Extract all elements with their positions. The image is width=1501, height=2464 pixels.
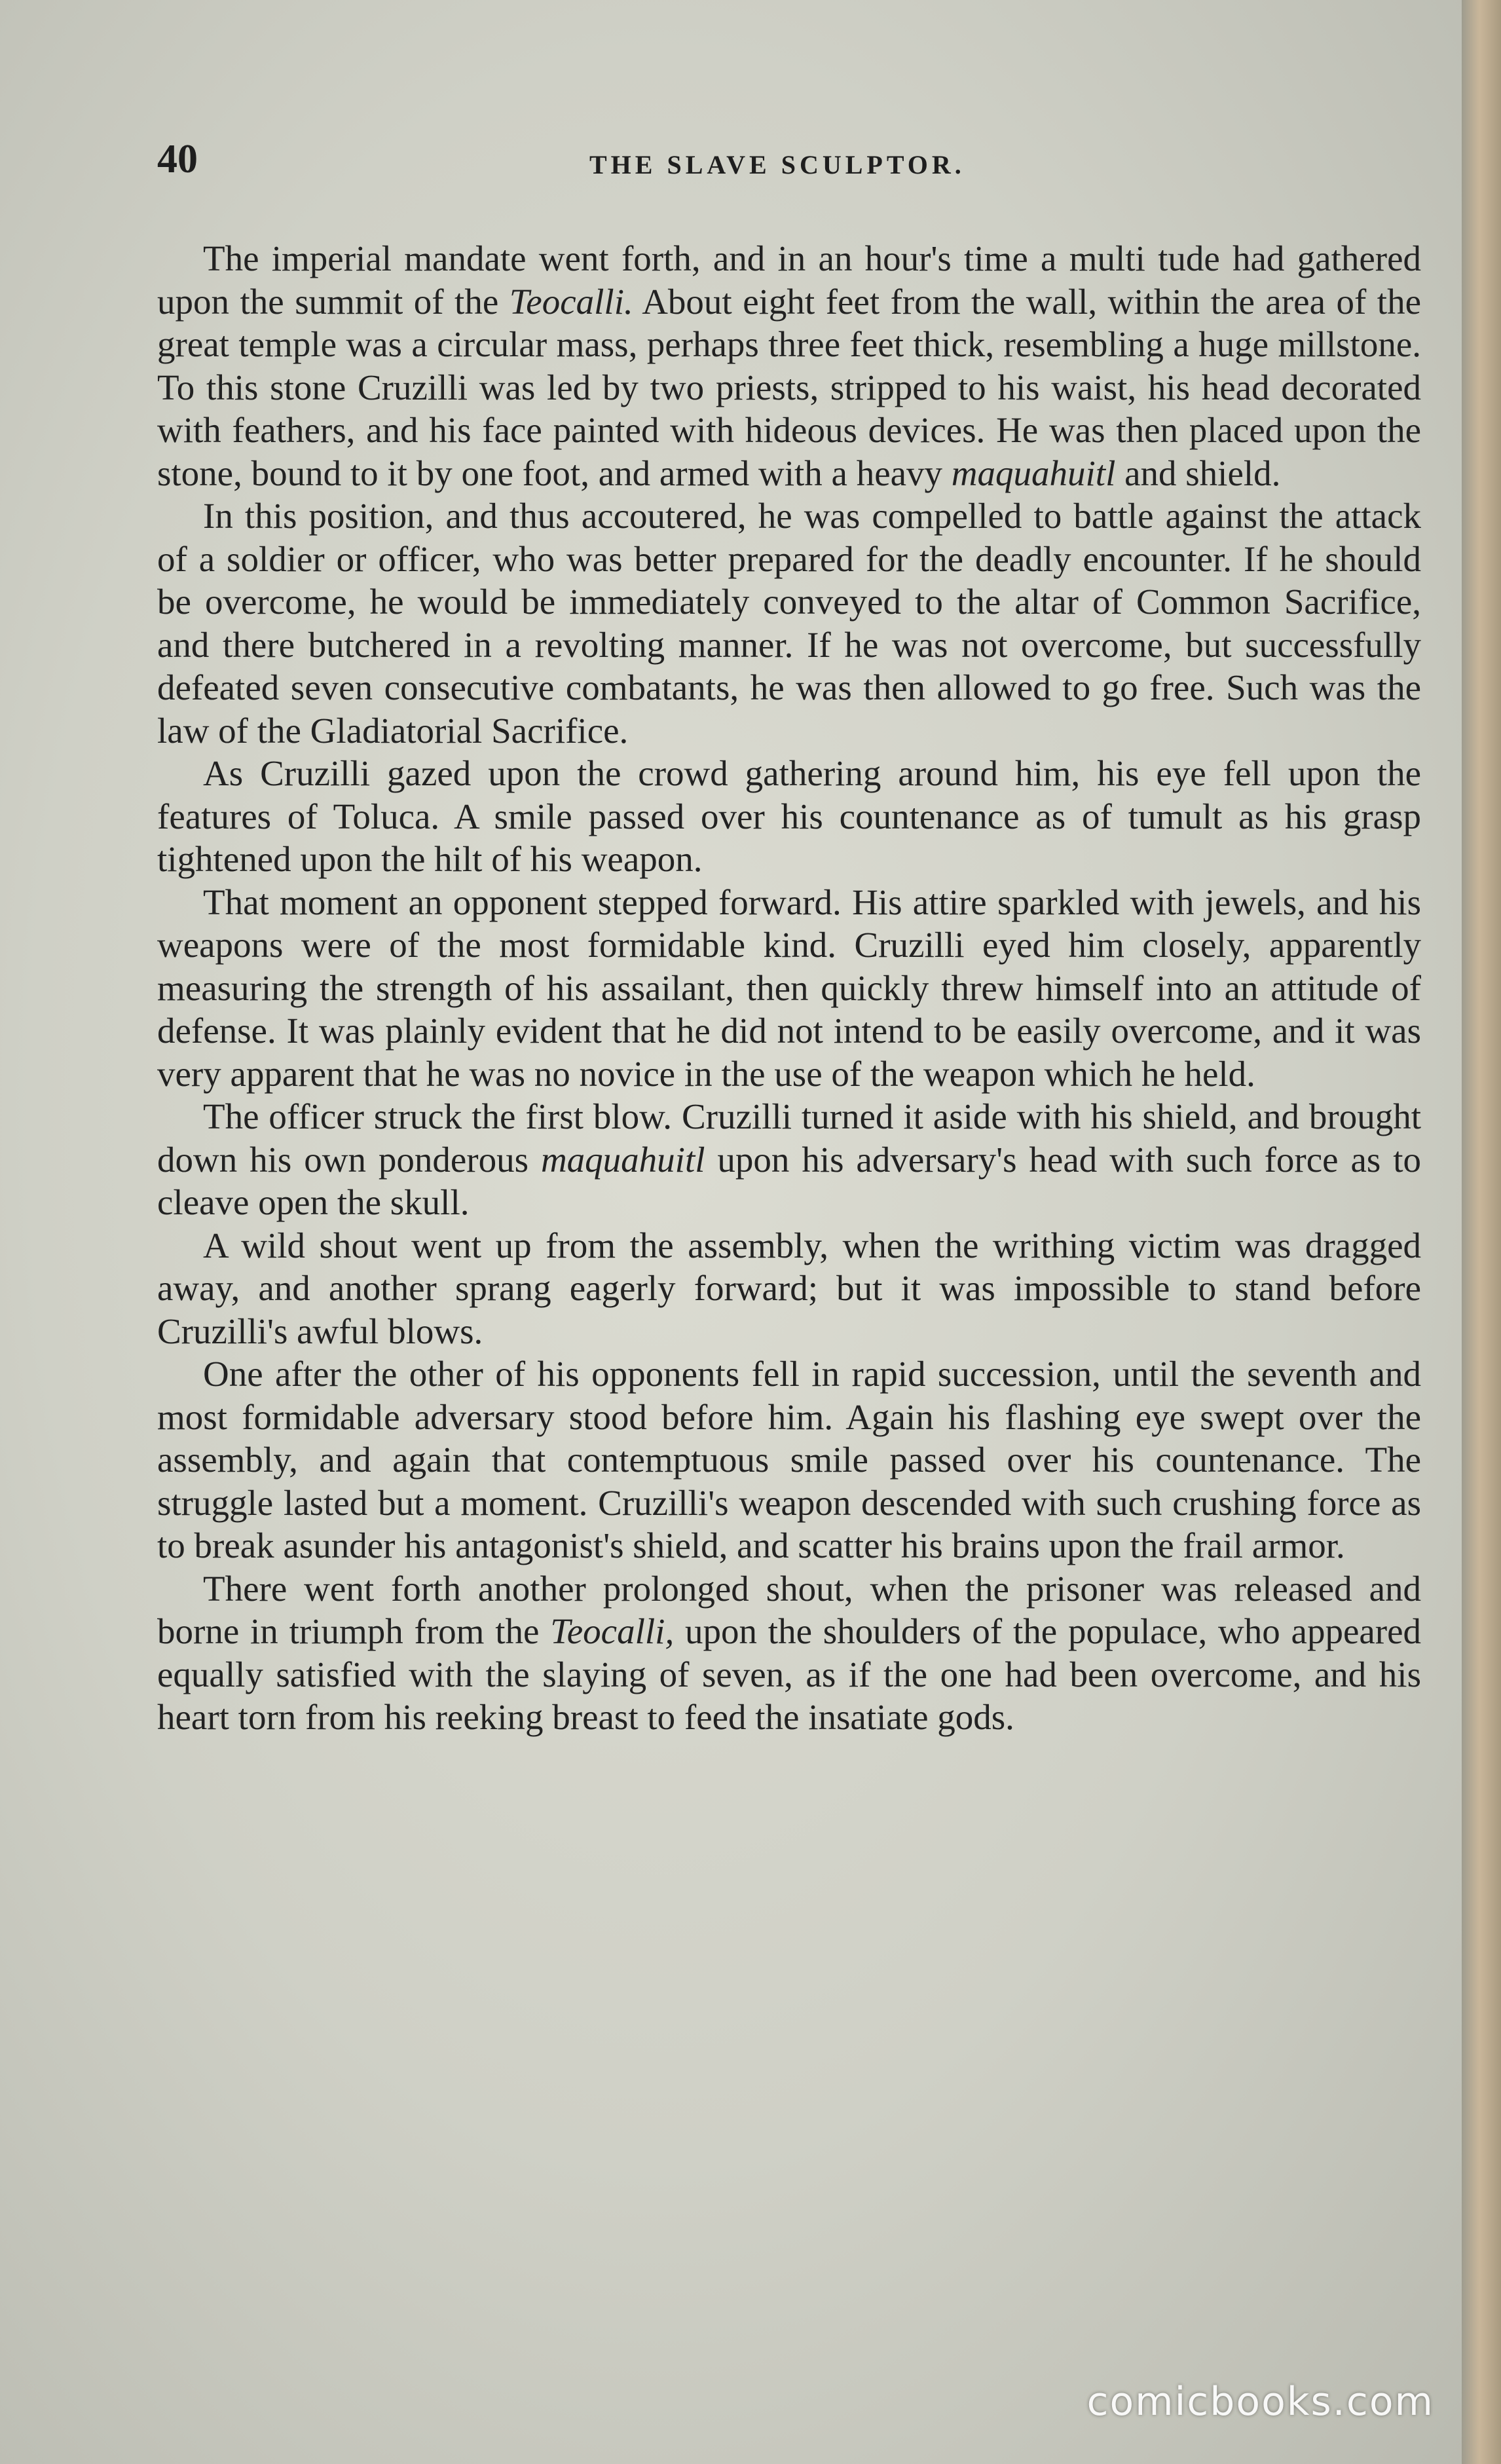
watermark: comicbooks.com: [1086, 2379, 1434, 2425]
text-run: upon his adversary's head with such force as to cleave open the skull.: [157, 1139, 1421, 1222]
book-gutter: [1462, 0, 1501, 2464]
text-run: There went forth another prolonged shout, when the prisoner was released and borne in triumph from the: [157, 1568, 1421, 1651]
body-text: [157, 237, 1421, 1739]
text-run: One after the other of his opponents fell in rapid succession, until the seventh and most formidable adversary stood before him. Again his flashing eye swept over the assembly, and again that contemptuous smile passed over his countenance. The struggle lasted but a moment. Cruzilli's weapon descended with such crushing force as to break asunder his antagonist's shield, and scatter his brains upon the frail armor.: [157, 1354, 1421, 1565]
paragraph: [157, 1095, 1421, 1224]
text-run: and shield.: [1115, 453, 1281, 493]
paragraph: [157, 752, 1421, 881]
italic-term: maquahuitl: [951, 453, 1116, 493]
text-run: A wild shout went up from the assembly, when the writhing victim was dragged away, and another sprang eagerly forward; but it was impossible to stand before Cruzilli's awful blows.: [157, 1225, 1421, 1351]
text-run: The officer struck the first blow. Cruzilli turned it aside with his shield, and brought down his own ponderous: [157, 1096, 1421, 1180]
text-run: The imperial mandate went forth, and in an hour's time a multi tude had gathered upon the summit of the: [157, 238, 1421, 322]
paragraph: [157, 881, 1421, 1096]
italic-term: Teocalli.: [509, 281, 633, 322]
text-run: About eight feet from the wall, within the area of the great temple was a circular mass, perhaps three feet thick, resembling a huge millstone. To this stone Cruzilli was led by two priests, stripped to his waist, his head decorated with feathers, and his face painted with hideous devices. He was then placed upon the stone, bound to it by one foot, and armed with a heavy: [157, 281, 1422, 493]
italic-term: Teocalli,: [550, 1611, 675, 1651]
paragraph: [157, 495, 1421, 752]
italic-term: maquahuitl: [540, 1139, 705, 1180]
paragraph: [157, 1224, 1421, 1353]
text-run: As Cruzilli gazed upon the crowd gathering around him, his eye fell upon the features of Toluca. A smile passed over his countenance as of tumult as his grasp tightened upon the hilt of his weapon.: [157, 753, 1421, 879]
paragraph: [157, 1353, 1421, 1567]
text-run: In this position, and thus accoutered, he was compelled to battle against the attack of a soldier or officer, who was better prepared for the deadly encounter. If he should be overcome, he would be immediately conveyed to the altar of Common Sacrifice, and there butchered in a revolting manner. If he was not overcome, but successfully defeated seven consecutive combatants, he was then allowed to go free. Such was the law of the Gladiatorial Sacrifice.: [157, 496, 1421, 751]
text-run: That moment an opponent stepped forward. His attire sparkled with jewels, and his weapons were of the most formidable kind. Cruzilli eyed him closely, apparently measuring the strength of his assailant, then quickly threw himself into an attitude of defense. It was plainly evident that he did not intend to be easily overcome, and it was very apparent that he was no novice in the use of the weapon which he held.: [157, 882, 1421, 1094]
paragraph: [157, 237, 1421, 495]
paragraph: [157, 1567, 1421, 1739]
page-number: 40: [157, 137, 198, 181]
text-run: upon the shoulders of the populace, who appeared equally satisfied with the slaying of seven, as if the one had been overcome, and his heart torn from his reeking breast to feed the insatiate gods.: [157, 1611, 1421, 1737]
page-header: [157, 136, 1428, 195]
running-head: THE SLAVE SCULPTOR.: [589, 150, 965, 179]
